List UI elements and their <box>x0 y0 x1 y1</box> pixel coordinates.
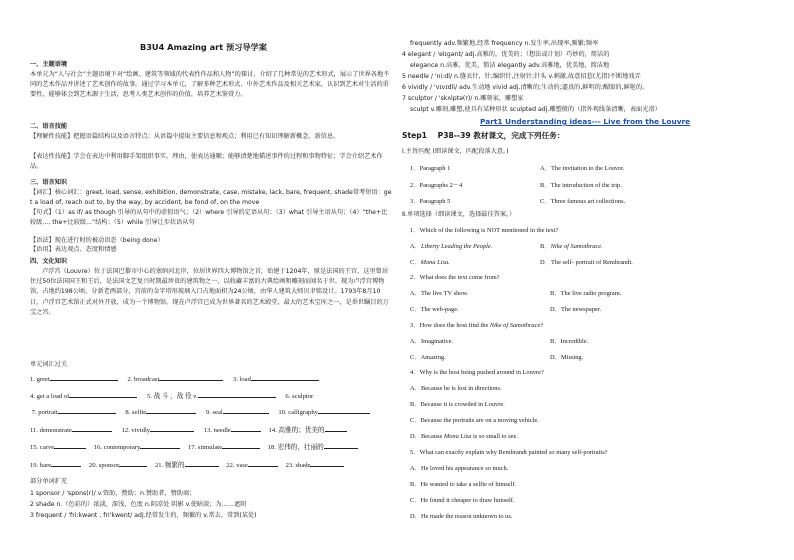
vocab-blank[interactable] <box>222 442 260 449</box>
vocab-blank[interactable] <box>140 442 180 449</box>
option-text: is so small to see. <box>471 433 518 440</box>
vocab-blank[interactable] <box>324 442 358 449</box>
task-2-heading: Ⅱ.单项选择（细读课文，选择最佳答案。） <box>402 211 516 218</box>
word-form-1: 1 sponsor / 'spɒns(r)/ v.资助，赞助；n.赞助者，赞助商； <box>30 490 196 497</box>
q3-option-c[interactable]: C．Amazing. <box>410 354 446 361</box>
vocab-blank[interactable] <box>318 407 370 414</box>
vocab-blank[interactable] <box>58 407 116 414</box>
vocab-12: 12. vividly <box>121 427 151 434</box>
vocab-row-1 <box>30 374 319 383</box>
word-form-line: frequently adv.频繁地,经常 frequency n.发生率,出现率,频繁;频率 <box>410 40 599 47</box>
section-3-sentences: 【句式】（1）as if/ as though 引导的从句中的虚拟语气；（2）where 引导的定语从句；（3）what 引导主语从句；（4）“the+比较级..., the+比较级...”结构；（5）while 引导让步状语从句 <box>30 209 388 227</box>
q2-option-c[interactable]: C．The web-page. <box>410 306 459 313</box>
word-forms-title: 部分单词扩充 <box>30 478 68 485</box>
vocab-8: 8. selfie <box>125 409 147 416</box>
vocab-row-5 <box>30 442 358 451</box>
q1-option-b[interactable] <box>540 241 603 250</box>
vocab-blank[interactable] <box>310 460 344 467</box>
option-label: C． <box>410 259 421 266</box>
vocab-1: 1. greet <box>30 376 50 383</box>
vocab-blank[interactable] <box>50 374 118 381</box>
word-form-line: elegance n.高雅，优美，简洁 elegantly adv.高雅地，优美地，简洁地 <box>410 62 610 69</box>
vocab-3: 3. load <box>232 376 251 383</box>
q2-option-d[interactable]: D．The newspaper. <box>550 306 602 313</box>
match-1-right: A．The invitation to the Louvre. <box>540 165 625 172</box>
vocab-21: 21. 频繁的 <box>154 462 185 469</box>
question-4: 4．Why is the host being pushed around in Louvre? <box>410 369 544 376</box>
vocab-9: 9. seal <box>205 409 223 416</box>
q3-end: ? <box>540 322 544 329</box>
q4-option-a[interactable]: A．Because he is lost in directions. <box>410 385 502 392</box>
step-instruction: 教材课文，完成下列任务： <box>470 131 565 140</box>
option-text: Nike of Samothrace. <box>550 243 603 250</box>
vocab-row-3 <box>30 407 370 416</box>
q1-option-d[interactable]: D．The self- portrait of Rembrandt. <box>540 259 633 266</box>
word-form-line: sculpt v.雕刻,雕塑,使具有某种形状 sculpted adj.雕塑般的（指外观线条清晰，表面光滑） <box>410 106 661 113</box>
vocab-23: 23. shade <box>285 462 311 469</box>
word-form-line: 5 needle / 'niːdl/ n.缝衣针，针;编织针,注射针;针头 v.刺激,故意招惹(尤指)不断地戏弄 <box>402 73 641 80</box>
option-label: B． <box>540 243 551 250</box>
vocab-15: 15. carve <box>30 444 55 451</box>
vocab-row-6 <box>30 460 344 469</box>
q4-option-d[interactable] <box>410 431 518 440</box>
question-5: 5．What can exactly explain why Rembrandt painted so many self-portraits? <box>410 449 608 456</box>
section-4-text: 卢浮宫（Louvre）位于法国巴黎市中心的塞纳河北岸，位居世界四大博物馆之首，始建于1204年，原是法国的王宫，这里曾居住过50位法国国王和王后，是法国文艺复兴时期最珍贵的建筑物之一，以收藏丰富的古典绘画和雕刻而闻名于世。现为卢浮宫博物馆，占地约198公顷，分新老两部分，宫前的金字塔形玻璃入口占地面积为24公顷，由华人建筑大师贝聿铭设计。1793年8月10日，卢浮宫艺术馆正式对外开放，成为一个博物馆。现在卢浮宫已成为世界著名的艺术殿堂、最大的艺术宝库之一，是举世瞩目的万宝之宫。 <box>30 268 389 316</box>
vocab-14: 14. 高雅的；优美的 <box>268 427 325 434</box>
vocab-7: 7. portrait <box>31 409 58 416</box>
vocab-blank[interactable] <box>146 407 196 414</box>
vocab-22: 22. vase <box>226 462 248 469</box>
q5-option-b[interactable]: B．He wanted to take a selfie of himself. <box>410 481 517 488</box>
question-1: 1．Which of the following is NOT mentioned in the text? <box>410 227 559 234</box>
q2-option-a[interactable]: A．The live TV show. <box>410 290 469 297</box>
q4-option-b[interactable]: B．Because it is crowded in Louvre. <box>410 401 505 408</box>
vocab-blank[interactable] <box>51 460 81 467</box>
match-2-left: 2．Paragraphs 2－4 <box>410 182 463 189</box>
word-form-line: 7 sculptor / 'skʌlptə(r)/ n.雕刻家，雕塑家 <box>402 95 524 102</box>
section-1-heading: 一、主题语境 <box>30 61 68 68</box>
option-text: D．Because <box>410 433 444 440</box>
option-label: A． <box>410 243 422 250</box>
vocab-blank[interactable] <box>72 425 112 432</box>
vocab-blank[interactable] <box>185 460 219 467</box>
vocab-2: 2. broadcast <box>127 376 160 383</box>
vocab-blank[interactable] <box>231 425 261 432</box>
vocab-4: 4. get a load of <box>30 393 70 400</box>
q5-option-a[interactable]: A．He loved his appearance so much. <box>410 465 509 472</box>
section-2-expression: 【表达性技能】学会在表达中利用脚手架组织事实、理由，使表达通顺；能够清楚地描述事件的过程和事物特征；学会介绍艺术作品。 <box>30 153 383 171</box>
section-4-heading: 四、文化知识 <box>30 258 68 265</box>
vocab-blank[interactable] <box>69 391 137 398</box>
option-artwork: Mona Lisa <box>443 433 472 440</box>
match-1-left: 1．Paragraph 1 <box>410 165 451 172</box>
q5-option-c[interactable]: C．He found it cheaper to draw himself. <box>410 497 515 504</box>
vocab-20: 20. sponsor <box>88 462 120 469</box>
page-range: P38--39 <box>437 131 471 140</box>
section-2-comprehension: 【理解性技能】把握语篇结构以及语言特点；从语篇中提取主要信息和观点；利用已有知识理解新概念、新信息。 <box>30 133 340 140</box>
task-1-heading: Ⅰ.主旨匹配 (细读课文，匹配段落大意。) <box>402 148 509 155</box>
part1-title: Part1 Understanding ideas--- Live from the Louvre <box>480 117 691 126</box>
option-text: Liberty Leading the People. <box>421 243 493 250</box>
word-form-3: 3 frequent / 'friːkwənt , fri'kwent/ adj.经常发生的，频繁的 v.常去，常到(某处) <box>30 512 257 519</box>
match-3-right: C．Three famous art collections. <box>540 198 626 205</box>
vocab-blank[interactable] <box>159 374 223 381</box>
section-3-pragmatics: 【语用】表达观点、态度和情感 <box>30 246 117 253</box>
vocab-16: 16. contemporary <box>93 444 141 451</box>
step-label: Step1 <box>402 131 427 140</box>
question-2: 2．What does the text come from? <box>410 274 500 281</box>
vocab-11: 11. demonstrate <box>30 427 72 434</box>
vocab-blank[interactable] <box>251 374 319 381</box>
vocab-blank[interactable] <box>325 425 347 432</box>
option-text: Mona Lisa. <box>420 259 450 266</box>
vocab-5: 5. 战 斗 ，战 役 v. <box>147 393 198 400</box>
q3-option-b[interactable]: B．Incredible. <box>550 338 589 345</box>
left-column <box>30 0 392 560</box>
word-form-line: 4 elegant / 'elɪgənt/ adj.高雅的，优美的；（想法或计划）巧妙的，简洁的 <box>402 51 610 58</box>
vocab-blank[interactable] <box>248 460 278 467</box>
vocab-row-4 <box>30 425 347 434</box>
match-3-left: 3．Paragraph 5 <box>410 198 451 205</box>
vocab-10: 10. calligraphy <box>278 409 318 416</box>
vocab-6: 6. sculptor <box>285 393 314 400</box>
q3-text: 3．How does the host find the <box>410 322 490 329</box>
vocab-title: 单元词汇过关 <box>30 361 68 368</box>
q5-option-d[interactable]: D．He made the reason unknown to us. <box>410 513 513 520</box>
match-2-right: B．The introduction of the trip. <box>540 182 622 189</box>
vocab-19: 19. bare <box>30 462 52 469</box>
vocab-blank[interactable] <box>119 460 147 467</box>
q3-option-a[interactable]: A．Imaginative. <box>410 338 454 345</box>
q2-option-b[interactable]: B．The live radio program. <box>550 290 622 297</box>
vocab-blank[interactable] <box>54 442 86 449</box>
worksheet-title: B3U4 Amazing art 预习导学案 <box>140 42 267 52</box>
word-form-line: 6 vividly / 'vɪvɪdli/ adv.生动地 vivid adj.清晰的;生动的;逼真的,鲜明的;醒眼的,鲜艳的。 <box>402 84 649 91</box>
q3-artwork: Nike of Samothrace <box>489 322 541 329</box>
right-column <box>402 0 774 560</box>
vocab-row-2 <box>30 391 313 400</box>
vocab-18: 18. 宏伟的，壮丽的 <box>267 444 324 451</box>
vocab-blank[interactable] <box>198 391 276 398</box>
section-1-text: 本单元为“人与社会”主题语境下对“绘画、建筑等领域的代表性作品和人物”的探讨，介绍了几种常见的艺术形式，展示了世界各地不同的艺术作品并讲述了艺术创作的故事。通过学习本单元，了解多种艺术形式、中外艺术作品及相关艺术家，认识到艺术对生活的重要性，能够体会到艺术源于生活，思考人类艺术创作的价值，培养艺术鉴赏力。 <box>30 71 390 99</box>
vocab-17: 17. stimulate <box>188 444 223 451</box>
vocab-blank[interactable] <box>223 407 269 414</box>
q3-option-d[interactable]: D．Missing. <box>550 354 584 361</box>
section-3-grammar: 【语法】现在进行时的被动语态（being done） <box>30 237 164 244</box>
section-2-heading: 二、语言技能 <box>30 123 68 130</box>
q1-option-c[interactable] <box>410 257 450 266</box>
section-3-vocabulary: 【词汇】核心词汇：greet, load, sense, exhibition, demonstrate, case, mistake, lack, bare, frequent, shade常考短语：get a load of, reach out to, by the way, by accident, be fond of, on the move <box>30 189 392 207</box>
section-3-heading: 三、语言知识 <box>30 179 68 186</box>
q4-option-c[interactable]: C．Because the portraits are on a moving vehicle. <box>410 417 539 424</box>
vocab-13: 13. needle <box>203 427 231 434</box>
q1-option-a[interactable] <box>410 241 492 250</box>
question-3 <box>410 320 543 329</box>
step1-heading <box>402 132 564 139</box>
vocab-blank[interactable] <box>150 425 194 432</box>
word-form-2: 2 shade n.（色彩的）浓淡，深浅，色度 n.阴凉处 阴影 v.使暗淡；为……遮阳 <box>30 501 247 508</box>
